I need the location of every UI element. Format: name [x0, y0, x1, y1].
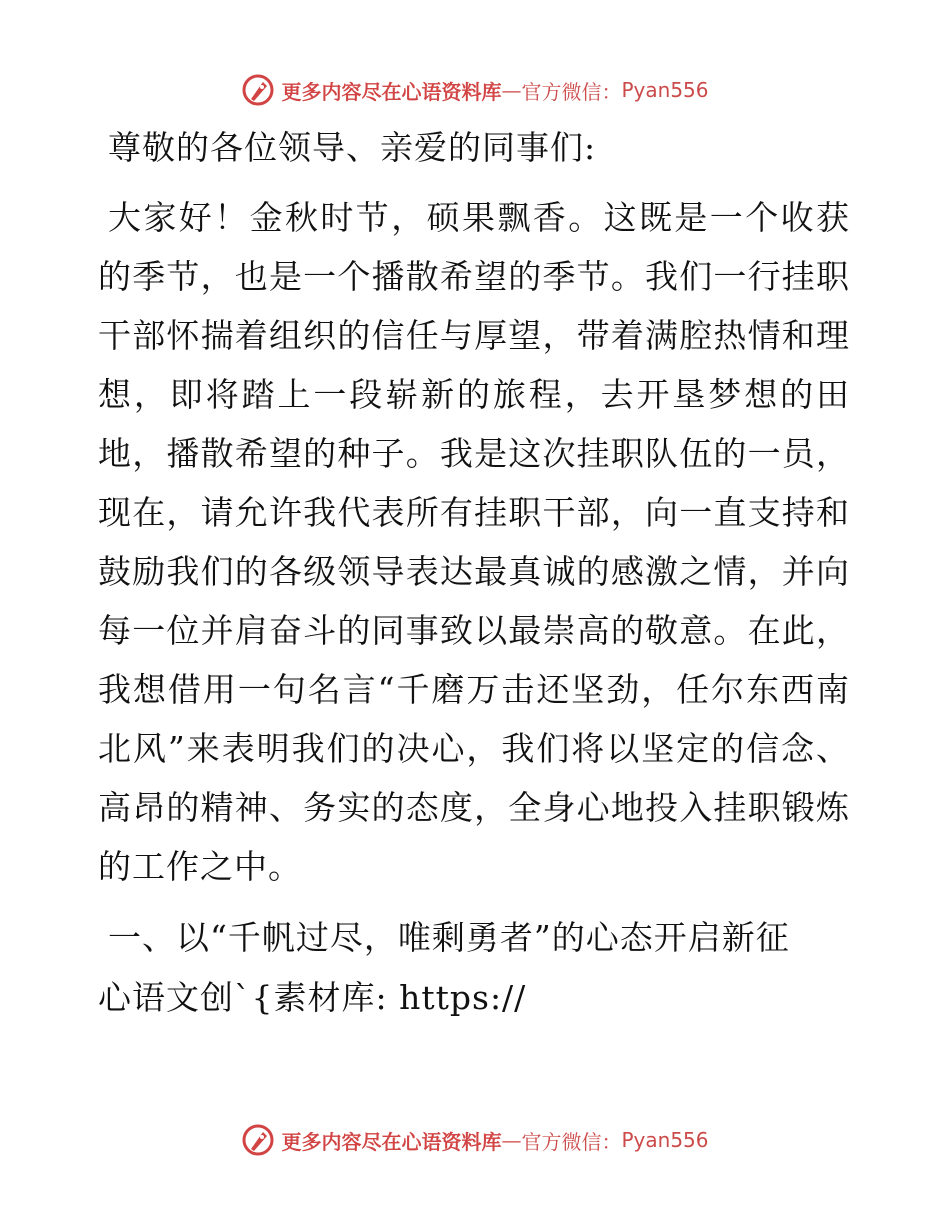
- banner-wechat-id: Pyan556: [621, 1128, 709, 1152]
- footer-banner: [0, 1120, 950, 1160]
- banner-slogan: 更多内容尽在心语资料库: [281, 1129, 502, 1154]
- banner-wechat-label: 官方微信：: [521, 79, 622, 104]
- banner-slogan: 更多内容尽在心语资料库: [281, 79, 502, 104]
- pen-nib-logo-icon: [241, 1123, 275, 1157]
- pen-nib-logo-icon: [241, 73, 275, 107]
- body-paragraph: 大家好！金秋时节，硕果飘香。这既是一个收获的季节，也是一个播散希望的季节。我们一行挂职干部怀揣着组织的信任与厚望，带着满腔热情和理想，即将踏上一段崭新的旅程，去开垦梦想的田地，播散希望的种子。我是这次挂职队伍的一员，现在，请允许我代表所有挂职干部，向一直支持和鼓励我们的各级领导表达最真诚的感激之情，并向每一位并肩奋斗的同事致以最崇高的敬意。在此，我想借用一句名言“千磨万击还坚劲，任尔东西南北风”来表明我们的决心，我们将以坚定的信念、高昂的精神、务实的态度，全身心地投入挂职锻炼的工作之中。: [98, 198, 850, 886]
- banner-wechat-label: 官方微信：: [521, 1129, 622, 1154]
- banner-wechat-id: Pyan556: [621, 78, 709, 102]
- salutation: 尊敬的各位领导、亲爱的同事们:: [108, 128, 597, 167]
- section-heading: 一、以“千帆过尽，唯剩勇者”的心态开启新征: [108, 918, 790, 957]
- banner-dash: —: [501, 1128, 522, 1152]
- trailing-text: 心语文创`{素材库: https://: [98, 978, 527, 1017]
- header-banner: [0, 70, 950, 110]
- banner-dash: —: [501, 78, 522, 102]
